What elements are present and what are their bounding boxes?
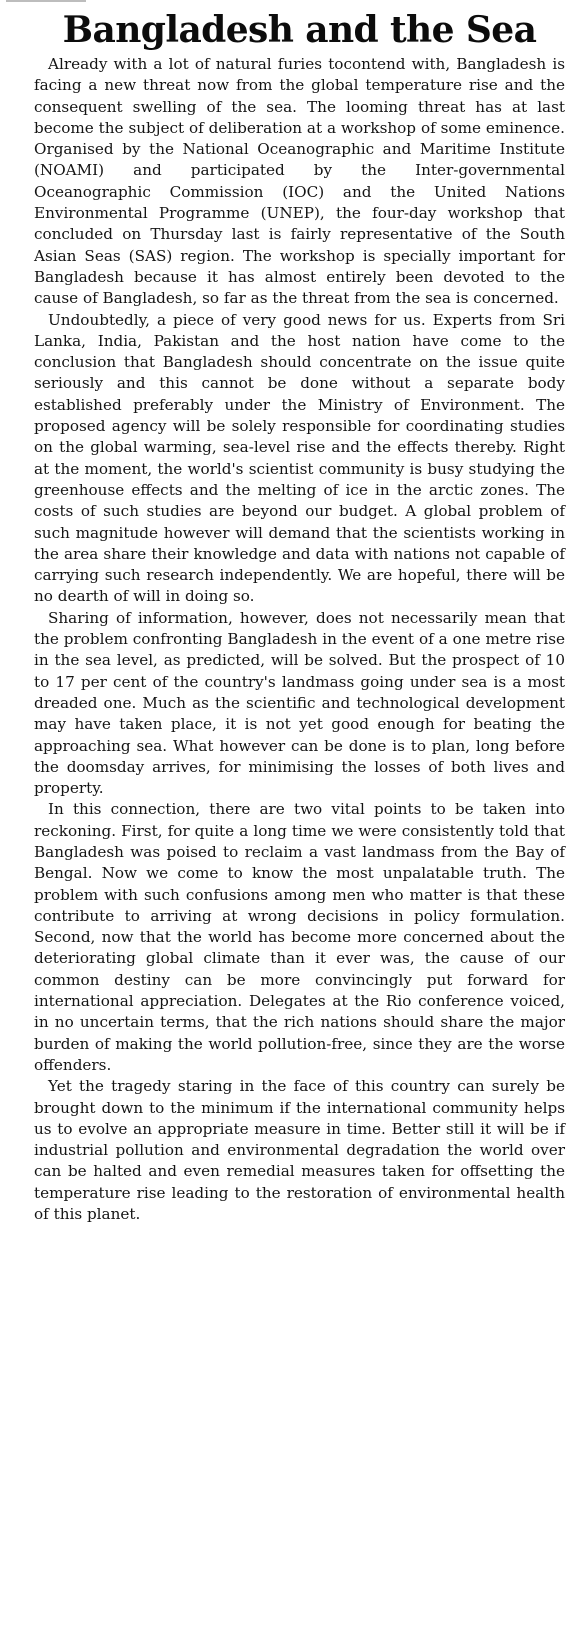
paragraph-3: Sharing of information, however, does not necessarily mean that the problem confronting Bangladesh in the event of a one metre rise in the sea level, as predicted, will be solved. But the prospect of 10 to 17 per cent of the country's landmass going under sea is a most dreaded one. Much as the scientific and technological development may have taken place, it is not yet good enough for beating the approaching sea. What however can be done is to plan, long before the doomsday arrives, for minimising the losses of both lives and property.: [34, 608, 565, 798]
headline: Bangladesh and the Sea: [62, 9, 537, 51]
top-rule: [6, 0, 86, 2]
article-body: [34, 54, 565, 1225]
paragraph-4: In this connection, there are two vital points to be taken into reckoning. First, for quite a long time we were consistently told that Bangladesh was poised to reclaim a vast landmass from the Bay of Bengal. Now we come to know the most unpalatable truth. The problem with such confusions among men who matter is that these contribute to arriving at wrong decisions in policy formulation. Second, now that the world has become more concerned about the deteriorating global climate than it ever was, the cause of our common destiny can be more convincingly put forward for international appreciation. Delegates at the Rio conference voiced, in no uncertain terms, that the rich nations should share the major burden of making the world pollution-free, since they are the worse offenders.: [34, 800, 565, 1074]
paragraph-5: Yet the tragedy staring in the face of this country can surely be brought down to the minimum if the international community helps us to evolve an appropriate measure in time. Better still it will be if industrial pollution and environmental degradation the world over can be halted and even remedial measures taken for offsetting the temperature rise leading to the restoration of environmental health of this planet.: [34, 1077, 565, 1224]
paragraph-1: Already with a lot of natural furies tocontend with, Bangladesh is facing a new threat now from the global temperature rise and the consequent swelling of the sea. The looming threat has at last become the subject of deliberation at a workshop of some eminence. Organised by the National Oceanographic and Maritime Institute (NOAMI) and participated by the Inter-governmental Oceanographic Commission (IOC) and the United Nations Environmental Programme (UNEP), the four-day workshop that concluded on Thursday last is fairly representative of the South Asian Seas (SAS) region. The workshop is specially important for Bangladesh because it has almost entirely been devoted to the cause of Bangladesh, so far as the threat from the sea is concerned.: [34, 55, 565, 308]
paragraph-2: Undoubtedly, a piece of very good news for us. Experts from Sri Lanka, India, Pakistan and the host nation have come to the conclusion that Bangladesh should concentrate on the issue quite seriously and this cannot be done without a separate body established preferably under the Ministry of Environment. The proposed agency will be solely responsible for coordinating studies on the global warming, sea-level rise and the effects thereby. Right at the moment, the world's scientist community is busy studying the greenhouse effects and the melting of ice in the arctic zones. The costs of such studies are beyond our budget. A global problem of such magnitude however will demand that the scientists working in the area share their knowledge and data with nations not capable of carrying such research independently. We are hopeful, there will be no dearth of will in doing so.: [34, 310, 565, 606]
